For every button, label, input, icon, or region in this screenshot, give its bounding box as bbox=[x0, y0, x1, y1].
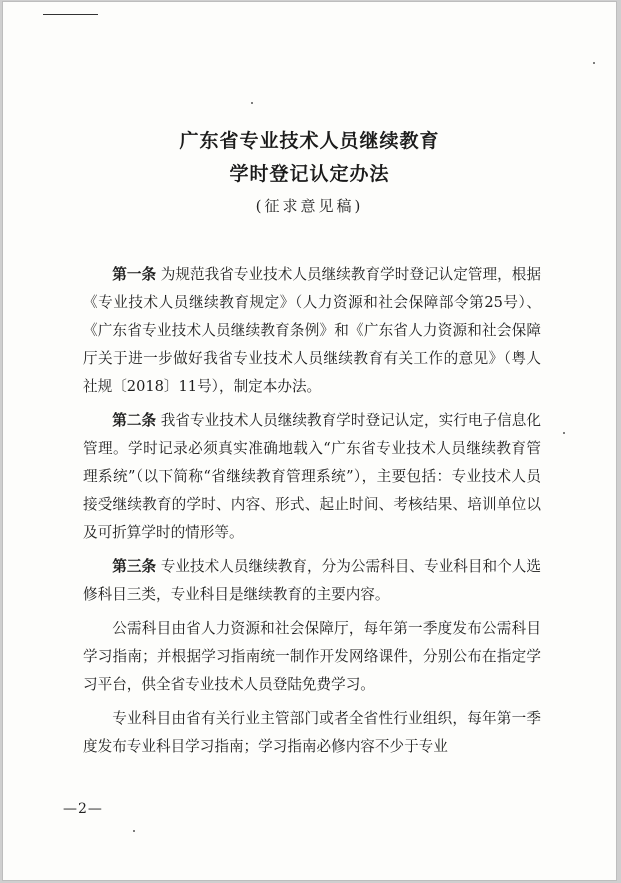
draft-label: (征求意见稿) bbox=[255, 197, 364, 215]
document-title: 广东省专业技术人员继续教育 bbox=[179, 130, 440, 152]
article-2 bbox=[83, 407, 541, 547]
article-text: 为规范我省专业技术人员继续教育学时登记认定管理，根据《专业技术人员继续教育规定》（人力资源和社会保障部令第25号）、《广东省专业技术人员继续教育条例》和《广东省人力资源和社会保障厅关于进一步做好我省专业技术人员继续教育有关工作的意见》（粤人社规〔2018〕11号），制定本办法。 bbox=[83, 266, 541, 395]
paragraph-professional-subjects bbox=[83, 705, 541, 761]
article-number: 第三条 bbox=[112, 558, 157, 575]
paragraph-text: 公需科目由省人力资源和社会保障厅，每年第一季度发布公需科目学习指南；并根据学习指南统一制作开发网络课件，分别公布在指定学习平台，供全省专业技术人员登陆免费学习。 bbox=[83, 620, 541, 693]
document-title-line2: 学时登记认定办法 bbox=[229, 163, 390, 185]
article-1 bbox=[83, 261, 541, 401]
scan-speck bbox=[593, 62, 595, 64]
header-rule bbox=[43, 14, 98, 15]
article-number: 第一条 bbox=[112, 266, 157, 283]
page-number: —2— bbox=[63, 801, 103, 817]
article-text: 专业技术人员继续教育，分为公需科目、专业科目和个人选修科目三类，专业科目是继续教育的主要内容。 bbox=[83, 558, 541, 603]
scan-speck bbox=[133, 830, 135, 832]
document-body bbox=[83, 261, 541, 767]
scan-speck bbox=[251, 102, 253, 104]
article-number: 第二条 bbox=[112, 412, 157, 429]
scan-speck bbox=[563, 432, 565, 434]
document-page bbox=[2, 1, 617, 881]
paragraph-text: 专业科目由省有关行业主管部门或者全省性行业组织，每年第一季度发布专业科目学习指南；学习指南必修内容不少于专业 bbox=[83, 710, 541, 755]
article-3 bbox=[83, 553, 541, 609]
paragraph-public-subjects bbox=[83, 615, 541, 699]
article-text: 我省专业技术人员继续教育学时登记认定，实行电子信息化管理。学时记录必须真实准确地载入“广东省专业技术人员继续教育管理系统”（以下简称“省继续教育管理系统”），主要包括：专业技术人员接受继续教育的学时、内容、形式、起止时间、考核结果、培训单位以及可折算学时的情形等。 bbox=[83, 412, 541, 541]
